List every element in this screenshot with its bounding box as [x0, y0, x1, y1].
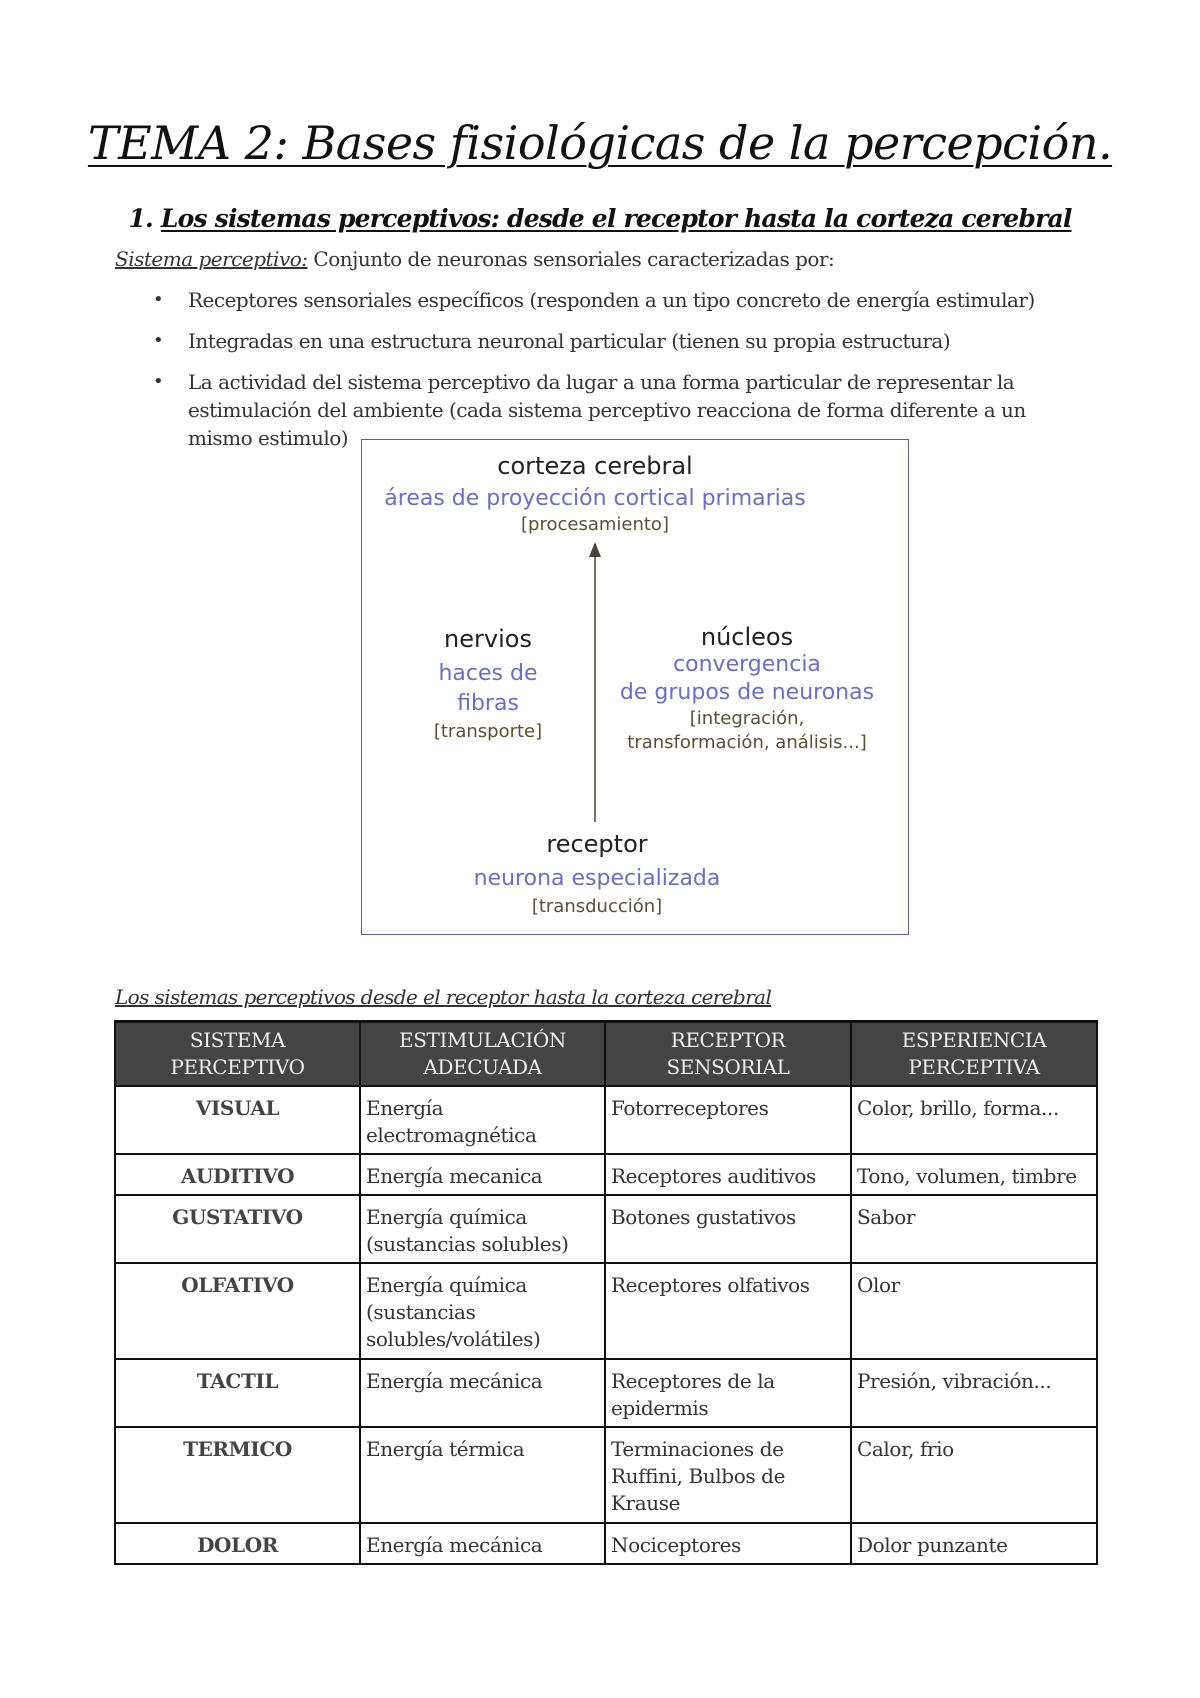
cell-receptor: Nociceptores	[605, 1523, 851, 1564]
cell-sistema: OLFATIVO	[115, 1263, 360, 1359]
cell-experiencia: Sabor	[851, 1195, 1097, 1263]
cell-estimulacion: Energía mecánica	[360, 1359, 605, 1427]
diagram-bottom-note: [transducción]	[531, 896, 663, 917]
cell-experiencia: Dolor punzante	[851, 1523, 1097, 1564]
cell-estimulacion: Energía electromagnética	[360, 1086, 605, 1154]
bullet-item: • Receptores sensoriales específicos (responden a un tipo concreto de energía estimular)	[188, 286, 1048, 314]
cell-receptor: Receptores olfativos	[605, 1263, 851, 1359]
cell-receptor: Fotorreceptores	[605, 1086, 851, 1154]
cell-experiencia: Color, brillo, forma...	[851, 1086, 1097, 1154]
cell-estimulacion: Energía mecánica	[360, 1523, 605, 1564]
column-header: ESPERIENCIA PERCEPTIVA	[851, 1022, 1097, 1087]
perception-diagram	[361, 439, 909, 935]
cell-estimulacion: Energía mecanica	[360, 1154, 605, 1195]
column-header: RECEPTOR SENSORIAL	[605, 1022, 851, 1087]
bullet-item: • Integradas en una estructura neuronal particular (tienen su propia estructura)	[188, 327, 1048, 355]
cell-sistema: TERMICO	[115, 1427, 360, 1523]
page-title: TEMA 2: Bases fisiológicas de la percepción.	[87, 116, 1113, 170]
table-row	[115, 1154, 1097, 1195]
diagram-left-subtitle-1: haces de	[438, 661, 538, 686]
section-heading	[0, 204, 1200, 233]
diagram-top-note: [procesamiento]	[521, 514, 669, 535]
cell-estimulacion: Energía química (sustancias solubles/volátiles)	[360, 1263, 605, 1359]
diagram-right-note-2: transformación, análisis...]	[627, 732, 867, 753]
diagram-left-subtitle-2: fibras	[457, 691, 519, 716]
cell-receptor: Terminaciones de Ruffini, Bulbos de Krause	[605, 1427, 851, 1523]
perception-table	[114, 1020, 1098, 1565]
cell-receptor: Receptores auditivos	[605, 1154, 851, 1195]
diagram-right-title: núcleos	[700, 623, 794, 651]
diagram-left-title: nervios	[444, 625, 532, 653]
table-row	[115, 1195, 1097, 1263]
table-caption: Los sistemas perceptivos desde el receptor hasta la corteza cerebral	[115, 985, 772, 1009]
cell-sistema: TACTIL	[115, 1359, 360, 1427]
diagram-right-note-1: [integración,	[689, 708, 805, 729]
column-header: SISTEMA PERCEPTIVO	[115, 1022, 360, 1087]
diagram-bottom-title: receptor	[546, 830, 648, 858]
diagram-left-note: [transporte]	[433, 721, 543, 742]
definition-text: Conjunto de neuronas sensoriales caracterizadas por:	[307, 247, 835, 271]
cell-sistema: DOLOR	[115, 1523, 360, 1564]
cell-estimulacion: Energía térmica	[360, 1427, 605, 1523]
bullet-item: • La actividad del sistema perceptivo da lugar a una forma particular de representar la estimulación del ambiente (cada sistema perceptivo reacciona de forma diferente a un mismo estimulo)	[188, 368, 1048, 452]
diagram-top-subtitle: áreas de proyección cortical primarias	[384, 486, 806, 511]
cell-sistema: GUSTATIVO	[115, 1195, 360, 1263]
diagram-right-subtitle-1: convergencia	[673, 652, 821, 677]
cell-sistema: VISUAL	[115, 1086, 360, 1154]
cell-estimulacion: Energía química (sustancias solubles)	[360, 1195, 605, 1263]
cell-receptor: Receptores de la epidermis	[605, 1359, 851, 1427]
cell-experiencia: Presión, vibración...	[851, 1359, 1097, 1427]
column-header: ESTIMULACIÓN ADECUADA	[360, 1022, 605, 1087]
table-row	[115, 1523, 1097, 1564]
table-header-row	[115, 1022, 1097, 1087]
section-heading-text: Los sistemas perceptivos: desde el receptor hasta la corteza cerebral	[160, 204, 1072, 233]
cell-experiencia: Olor	[851, 1263, 1097, 1359]
definition	[115, 247, 834, 271]
table-row	[115, 1427, 1097, 1523]
cell-receptor: Botones gustativos	[605, 1195, 851, 1263]
table-row	[115, 1263, 1097, 1359]
diagram-right-subtitle-2: de grupos de neuronas	[619, 680, 875, 705]
table-row	[115, 1359, 1097, 1427]
cell-experiencia: Tono, volumen, timbre	[851, 1154, 1097, 1195]
diagram-top-title: corteza cerebral	[497, 452, 693, 480]
cell-sistema: AUDITIVO	[115, 1154, 360, 1195]
section-number: 1.	[128, 204, 153, 233]
definition-term: Sistema perceptivo:	[115, 247, 308, 271]
diagram-bottom-subtitle: neurona especializada	[473, 866, 721, 891]
table-row	[115, 1086, 1097, 1154]
cell-experiencia: Calor, frio	[851, 1427, 1097, 1523]
